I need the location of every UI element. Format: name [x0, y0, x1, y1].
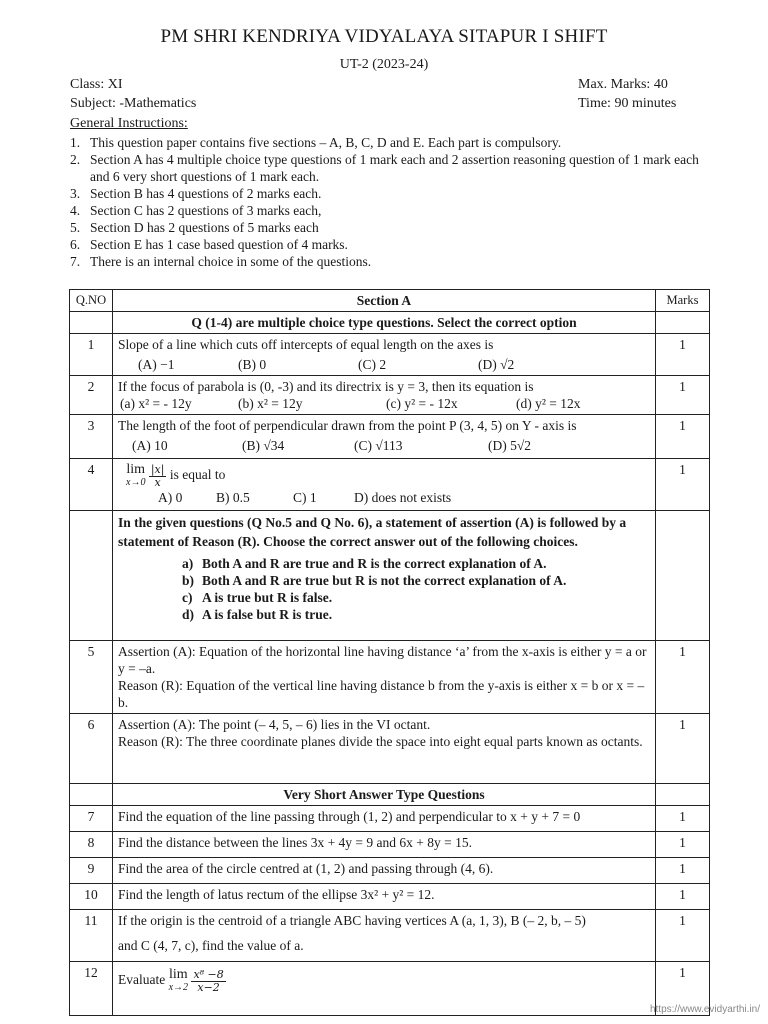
question-number: 11 — [70, 910, 113, 962]
option-c: C) 1 — [293, 490, 317, 505]
marks-value: 1 — [656, 459, 710, 511]
ar-choice: d) A is false but R is true. — [182, 607, 333, 622]
school-title: PM SHRI KENDRIYA VIDYALAYA SITAPUR I SHIFT — [160, 26, 608, 47]
vsa-heading: Very Short Answer Type Questions — [113, 784, 656, 806]
option-a: (A) 10 — [132, 438, 168, 453]
question-number: 5 — [70, 641, 113, 714]
question-text: Evaluate — [118, 972, 166, 988]
marks-value: 1 — [656, 884, 710, 910]
marks-value: 1 — [656, 806, 710, 832]
mcq-instruction: Q (1-4) are multiple choice type questions. Select the correct option — [113, 312, 656, 334]
option-d: D) does not exists — [354, 490, 452, 505]
option-c: (C) 2 — [358, 357, 387, 372]
assertion-reason-instructions — [113, 511, 656, 641]
question-9: Find the area of the circle centred at (1, 2) and passing through (4, 6). — [113, 858, 656, 884]
table-header-row — [70, 290, 710, 312]
question-table — [69, 289, 710, 1016]
table-row — [70, 858, 710, 884]
question-number: 8 — [70, 832, 113, 858]
instruction-item: 4. Section C has 2 questions of 3 marks each, — [70, 203, 322, 218]
assertion-text: Assertion (A): Equation of the horizontal line having distance ‘a’ from the x-axis is either y = a or y = –a. — [118, 644, 647, 676]
section-a-header: Section A — [113, 290, 656, 312]
subject-label: Subject: -Mathematics — [70, 96, 197, 111]
option-d: (D) 5√2 — [488, 438, 532, 453]
question-12 — [113, 962, 656, 1016]
instruction-item: 7. There is an internal choice in some of the questions. — [70, 254, 372, 269]
option-d: (D) √2 — [478, 357, 515, 372]
fraction: $\frac{|x|}{x}$ — [150, 462, 165, 489]
instructions-list — [70, 134, 710, 270]
question-text: is equal to — [169, 467, 226, 483]
question-10: Find the length of latus rectum of the ellipse 3x² + y² = 12. — [113, 884, 656, 910]
question-text: If the focus of parabola is (0, -3) and its directrix is y = 3, then its equation is — [118, 379, 534, 394]
marks-value: 1 — [656, 714, 710, 784]
instructions-heading: General Instructions: — [70, 116, 188, 131]
option-a: (a) x² = - 12y — [120, 396, 192, 411]
marks-value: 1 — [656, 910, 710, 962]
assertion-reason-instructions-row — [70, 511, 710, 641]
question-3 — [113, 415, 656, 459]
question-number: 6 — [70, 714, 113, 784]
instruction-item: 3. Section B has 4 questions of 2 marks each. — [70, 186, 322, 201]
instruction-item: 2. Section A has 4 multiple choice type questions of 1 mark each and 2 assertion reasoning question of 1 mark each and 6 very short questions of 1 mark each. — [70, 152, 699, 184]
instruction-item: 1. This question paper contains five sections – A, B, C, D and E. Each part is compulsory. — [70, 135, 562, 150]
ar-choice: a) Both A and R are true and R is the correct explanation of A. — [182, 556, 547, 571]
table-row — [70, 714, 710, 784]
mcq-header-row — [70, 312, 710, 334]
question-5 — [113, 641, 656, 714]
question-1 — [113, 334, 656, 376]
table-row — [70, 884, 710, 910]
ar-choice: b) Both A and R are true but R is not the correct explanation of A. — [182, 573, 567, 588]
question-text: If the origin is the centroid of a triangle ABC having vertices A (a, 1, 3), B (– 2, b, – 5) — [118, 913, 586, 928]
question-text: The length of the foot of perpendicular drawn from the point P (3, 4, 5) on Y - axis is — [118, 418, 577, 433]
marks-value: 1 — [656, 415, 710, 459]
reason-text: Reason (R): The three coordinate planes divide the space into eight equal parts known as octants. — [118, 734, 643, 749]
ar-choices — [118, 555, 650, 623]
question-number: 4 — [70, 459, 113, 511]
question-number: 7 — [70, 806, 113, 832]
ar-intro: In the given questions (Q No.5 and Q No. 6), a statement of assertion (A) is followed by a statement of Reason (R). Choose the correct answer out of the following choices. — [118, 515, 627, 549]
marks-value: 1 — [656, 962, 710, 1016]
option-b: (B) 0 — [238, 357, 267, 372]
table-row — [70, 832, 710, 858]
watermark: https://www.evidyarthi.in/ — [649, 1004, 760, 1015]
instruction-item: 6. Section E has 1 case based question of 4 marks. — [70, 237, 348, 252]
question-number: 10 — [70, 884, 113, 910]
question-text: Slope of a line which cuts off intercepts of equal length on the axes is — [118, 337, 494, 352]
option-a: (A) −1 — [138, 357, 175, 372]
fraction: $\frac{\text{x⁸ −8}}{x-2}$ — [193, 967, 224, 994]
marks-value: 1 — [656, 334, 710, 376]
vsa-header-row — [70, 784, 710, 806]
option-a: A) 0 — [158, 490, 183, 505]
qno-header: Q.NO — [70, 290, 113, 312]
question-number: 3 — [70, 415, 113, 459]
question-text: and C (4, 7, c), find the value of a. — [118, 938, 304, 953]
question-2 — [113, 376, 656, 415]
question-4 — [113, 459, 656, 511]
exam-title: UT-2 (2023-24) — [339, 57, 429, 72]
option-b: B) 0.5 — [216, 490, 250, 505]
question-11 — [113, 910, 656, 962]
table-row — [70, 806, 710, 832]
reason-text: Reason (R): Equation of the vertical line having distance b from the y-axis is either x = b or x = –b. — [118, 678, 645, 710]
table-row — [70, 415, 710, 459]
option-b: (b) x² = 12y — [238, 396, 303, 411]
marks-value: 1 — [656, 641, 710, 714]
table-row — [70, 962, 710, 1016]
marks-header: Marks — [656, 290, 710, 312]
marks-value: 1 — [656, 858, 710, 884]
class-label: Class: XI — [70, 77, 123, 92]
question-8: Find the distance between the lines 3x + 4y = 9 and 6x + 8y = 15. — [113, 832, 656, 858]
marks-value: 1 — [656, 376, 710, 415]
table-row — [70, 641, 710, 714]
assertion-text: Assertion (A): The point (– 4, 5, – 6) lies in the VI octant. — [118, 717, 431, 732]
limit-expression: lim x→0 — [126, 462, 146, 488]
question-number: 1 — [70, 334, 113, 376]
marks-value: 1 — [656, 832, 710, 858]
table-row — [70, 376, 710, 415]
question-6 — [113, 714, 656, 784]
table-row — [70, 334, 710, 376]
table-row — [70, 459, 710, 511]
instruction-item: 5. Section D has 2 questions of 5 marks each — [70, 220, 319, 235]
question-7: Find the equation of the line passing through (1, 2) and perpendicular to x + y + 7 = 0 — [113, 806, 656, 832]
question-number: 12 — [70, 962, 113, 1016]
question-number: 9 — [70, 858, 113, 884]
option-c: (c) y² = - 12x — [386, 396, 458, 411]
limit-expression: lim x→2 — [168, 967, 189, 993]
table-row — [70, 910, 710, 962]
option-b: (B) √34 — [242, 438, 285, 453]
option-d: (d) y² = 12x — [516, 396, 581, 411]
option-c: (C) √113 — [354, 438, 403, 453]
question-number: 2 — [70, 376, 113, 415]
time-label: Time: 90 minutes — [578, 96, 677, 111]
ar-choice: c) A is true but R is false. — [182, 590, 333, 605]
max-marks-label: Max. Marks: 40 — [578, 77, 668, 92]
